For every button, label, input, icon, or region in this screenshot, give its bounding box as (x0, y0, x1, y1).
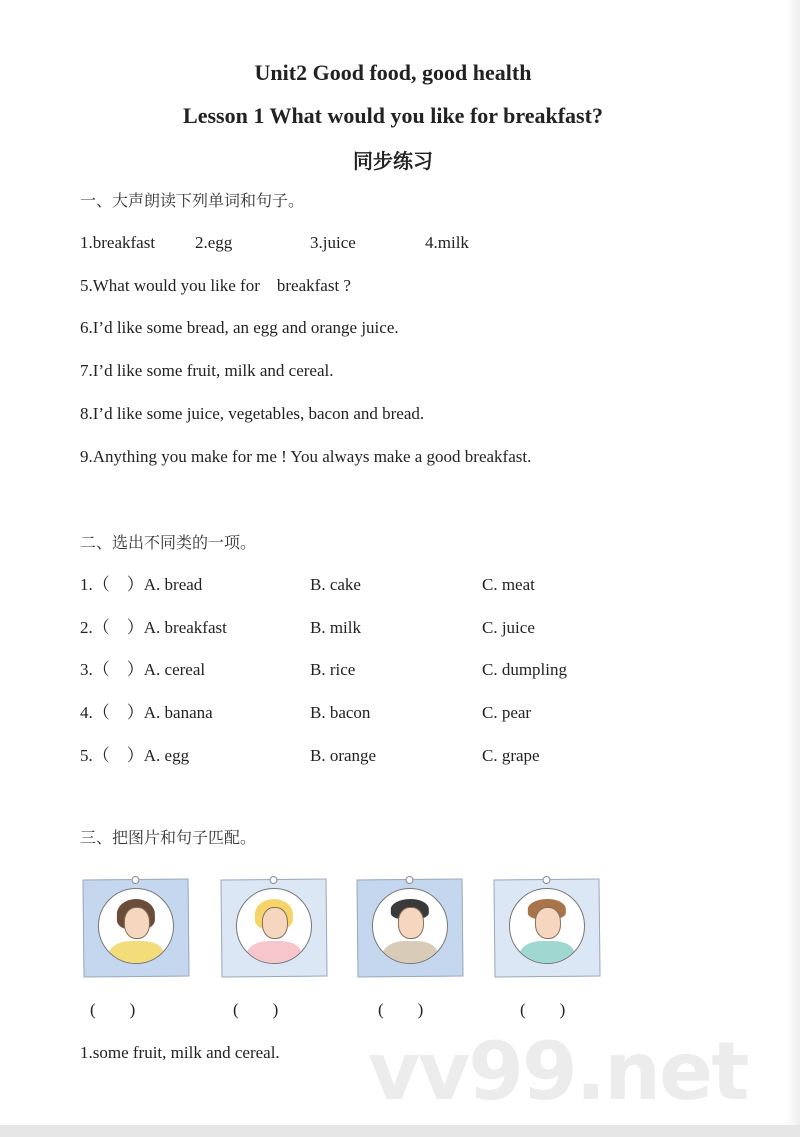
question-option-a: 2.（ ）A. breakfast (80, 618, 227, 637)
question-option-b: B. bacon (310, 703, 371, 722)
question-option-b: B. cake (310, 575, 361, 594)
picture-man-father (356, 878, 463, 977)
question-option-c: C. juice (482, 618, 535, 637)
section2-heading: 二、选出不同类的一项。 (80, 533, 257, 552)
section1-heading: 一、大声朗读下列单词和句子。 (80, 191, 305, 210)
picture-boy (493, 878, 600, 977)
sentence-5: 5.What would you like for breakfast ? (80, 276, 351, 295)
answer-blank-1: ( ) (90, 1000, 136, 1019)
match-sentence-1: 1.some fruit, milk and cereal. (80, 1043, 280, 1062)
question-option-a: 5.（ ）A. egg (80, 746, 190, 765)
question-option-c: C. pear (482, 703, 532, 722)
doc-title: Unit2 Good food, good health (254, 60, 532, 85)
section3-heading: 三、把图片和句子匹配。 (80, 828, 257, 847)
sentence-7: 7.I’d like some fruit, milk and cereal. (80, 361, 334, 380)
question-option-b: B. milk (310, 618, 362, 637)
lesson-title: Lesson 1 What would you like for breakfast? (183, 103, 603, 128)
answer-blank-2: ( ) (233, 1000, 279, 1019)
word-3: 3.juice (310, 233, 356, 252)
question-option-c: C. grape (482, 746, 540, 765)
word-2: 2.egg (195, 233, 233, 252)
picture-girl-blonde (220, 878, 327, 977)
question-option-c: C. meat (482, 575, 535, 594)
question-option-a: 1.（ ）A. bread (80, 575, 203, 594)
answer-blank-4: ( ) (520, 1000, 566, 1019)
question-option-a: 3.（ ）A. cereal (80, 660, 206, 679)
word-1: 1.breakfast (80, 233, 156, 252)
page-edge (786, 0, 800, 1137)
question-option-c: C. dumpling (482, 660, 568, 679)
question-option-b: B. rice (310, 660, 356, 679)
question-option-b: B. orange (310, 746, 377, 765)
question-option-a: 4.（ ）A. banana (80, 703, 213, 722)
word-4: 4.milk (425, 233, 469, 252)
sentence-9: 9.Anything you make for me ! You always make a good breakfast. (80, 447, 532, 466)
sentence-6: 6.I’d like some bread, an egg and orange juice. (80, 318, 399, 337)
page-bottom-edge (0, 1125, 800, 1137)
answer-blank-3: ( ) (378, 1000, 424, 1019)
watermark: vv99.net (368, 1025, 748, 1118)
picture-girl-brown-hair (82, 878, 189, 977)
subtitle: 同步练习 (353, 149, 433, 173)
sentence-8: 8.I’d like some juice, vegetables, bacon and bread. (80, 404, 425, 423)
